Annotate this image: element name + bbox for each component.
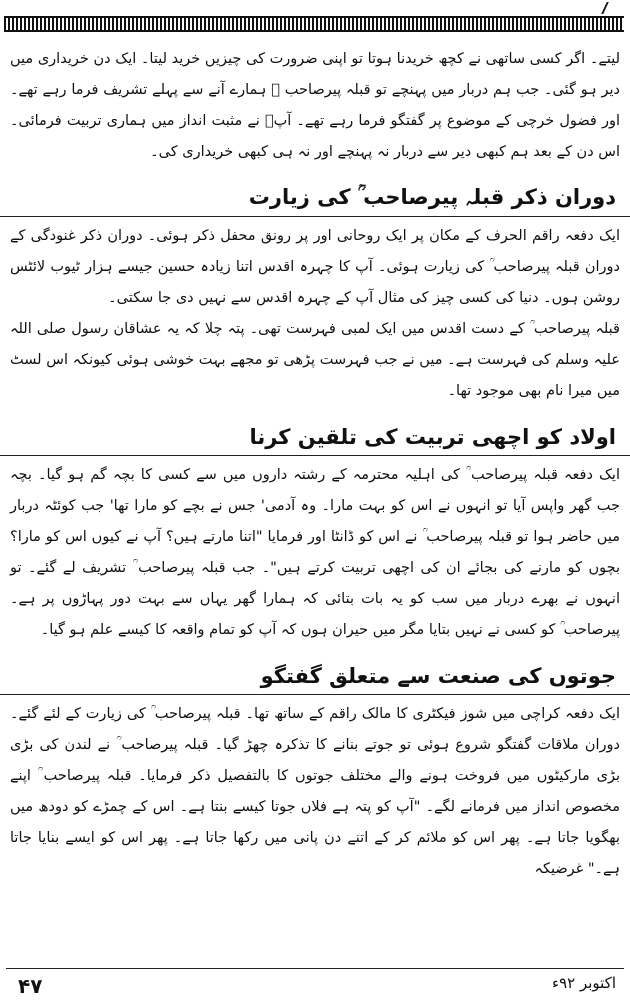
paragraph-list-of-devotees: قبلہ پیرصاحب ؒ کے دست اقدس میں ایک لمبی فہرست تھی۔ پتہ چلا کہ یہ عشاقان رسول صلی اللہ علیہ وسلم کی فہرست ہے۔ میں نے جب فہرست پڑھی تو مجھے بہت خوشی ہوئی کیونکہ اس لسٹ میں میرا نام بھی موجود تھا۔ (10, 321, 620, 399)
section-heading-block (0, 170, 630, 217)
section-heading-block (0, 409, 630, 456)
section-heading-block (0, 648, 630, 695)
paragraph-vision: ایک دفعہ راقم الحرف کے مکان پر ایک روحانی اور پر رونق محفل ذکر ہوئی۔ دوران ذکر غنودگی کے دوران قبلہ پیرصاحب ؒ کی زیارت ہوئی۔ آپ کا چہرہ اقدس اتنا زیادہ حسین جیسے ہزار ٹیوب لائٹس روشن ہوں۔ دنیا کی کسی چیز کی مثال آپ کے چہرہ اقدس سے نہیں دی جا سکتی۔ (10, 228, 620, 306)
heading-vision-during-zikr: دوران ذکر قبلہ پیرصاحب ؒ کی زیارت (248, 185, 616, 209)
top-decorative-border (4, 16, 624, 32)
issue-date: اکتوبر ۹۲ء (552, 974, 616, 992)
heading-good-upbringing: اولاد کو اچھی تربیت کی تلقین کرنا (249, 425, 616, 449)
corner-tick-mark (601, 2, 619, 14)
page-number: ۴۷ (18, 974, 43, 998)
paragraph-lost-child: ایک دفعہ قبلہ پیرصاحب ؒ کی اہلیہ محترمہ کے رشتہ داروں میں سے کسی کا بچہ گم ہو گیا۔ بچہ جب گھر واپس آیا تو انہوں نے اس کو بہت مارا۔ وہ آدمی' جس نے بچے کو مارا تھا' جب کوئٹہ دربار میں حاضر ہوا تو قبلہ پیرصاحب ؒ نے اس کو ڈانٹا اور فرمایا "اتنا مارتے ہیں؟ آپ نے کیوں اس کو مارا؟ بچوں کو مارنے کی بجائے ان کی اچھی تربیت کرتے ہیں"۔ جب قبلہ پیرصاحب ؒ تشریف لے گئے۔ تو انہوں نے بھرے دربار میں سب کو یہ بات بتائی کہ ہمارا گھر یہاں سے بہت دور پہاڑوں پر ہے۔ پیرصاحب ؒ کو کسی نے نہیں بتایا مگر میں حیران ہوں کہ آپ کو تمام واقعہ کا کیسے علم ہو گیا۔ (10, 467, 620, 638)
paragraph-shopping-delay: لیتے۔ اگر کسی ساتھی نے کچھ خریدنا ہوتا تو اپنی ضرورت کی چیزیں خرید لیتا۔ ایک دن خریداری میں دیر ہو گئی۔ جب ہم دربار میں پہنچے تو قبلہ پیرصاحب ؒ ہمارے آنے سے پہلے تشریف فرما رہے تھے۔ اور فضول خرچی کے موضوع پر گفتگو فرما رہے تھے۔ آپؒ نے مثبت انداز میں ہماری تربیت فرمائی۔ اس دن کے بعد ہم کبھی دیر سے دربار نہ پہنچے اور نہ ہی کبھی خریداری کی۔ (10, 51, 620, 160)
article-body (10, 44, 620, 885)
footer-divider (6, 968, 624, 969)
heading-shoe-industry: جوتوں کی صنعت سے متعلق گفتگو (260, 664, 616, 688)
paragraph-shoe-factory: ایک دفعہ کراچی میں شوز فیکٹری کا مالک راقم کے ساتھ تھا۔ قبلہ پیرصاحب ؒ کی زیارت کے لئے گئے۔ دوران ملاقات گفتگو شروع ہوئی تو جوتے بنانے کا تذکرہ چھڑ گیا۔ قبلہ پیرصاحب ؒ نے لندن کی بڑی بڑی مارکیٹوں میں فروخت ہونے والے مختلف جوتوں کا بالتفصیل ذکر فرمایا۔ قبلہ پیرصاحب ؒ اپنے مخصوص انداز میں فرمانے لگے۔ "آپ کو پتہ ہے فلاں جوتا کیسے بنتا ہے۔ اس کے چمڑے کو دودھ میں بھگویا جاتا ہے۔ پھر اس کو ملائم کر کے اتنے دن پانی میں رکھا جاتا ہے۔ پھر اس کو ایسے بنایا جاتا ہے۔" غرضیکہ (10, 706, 620, 877)
